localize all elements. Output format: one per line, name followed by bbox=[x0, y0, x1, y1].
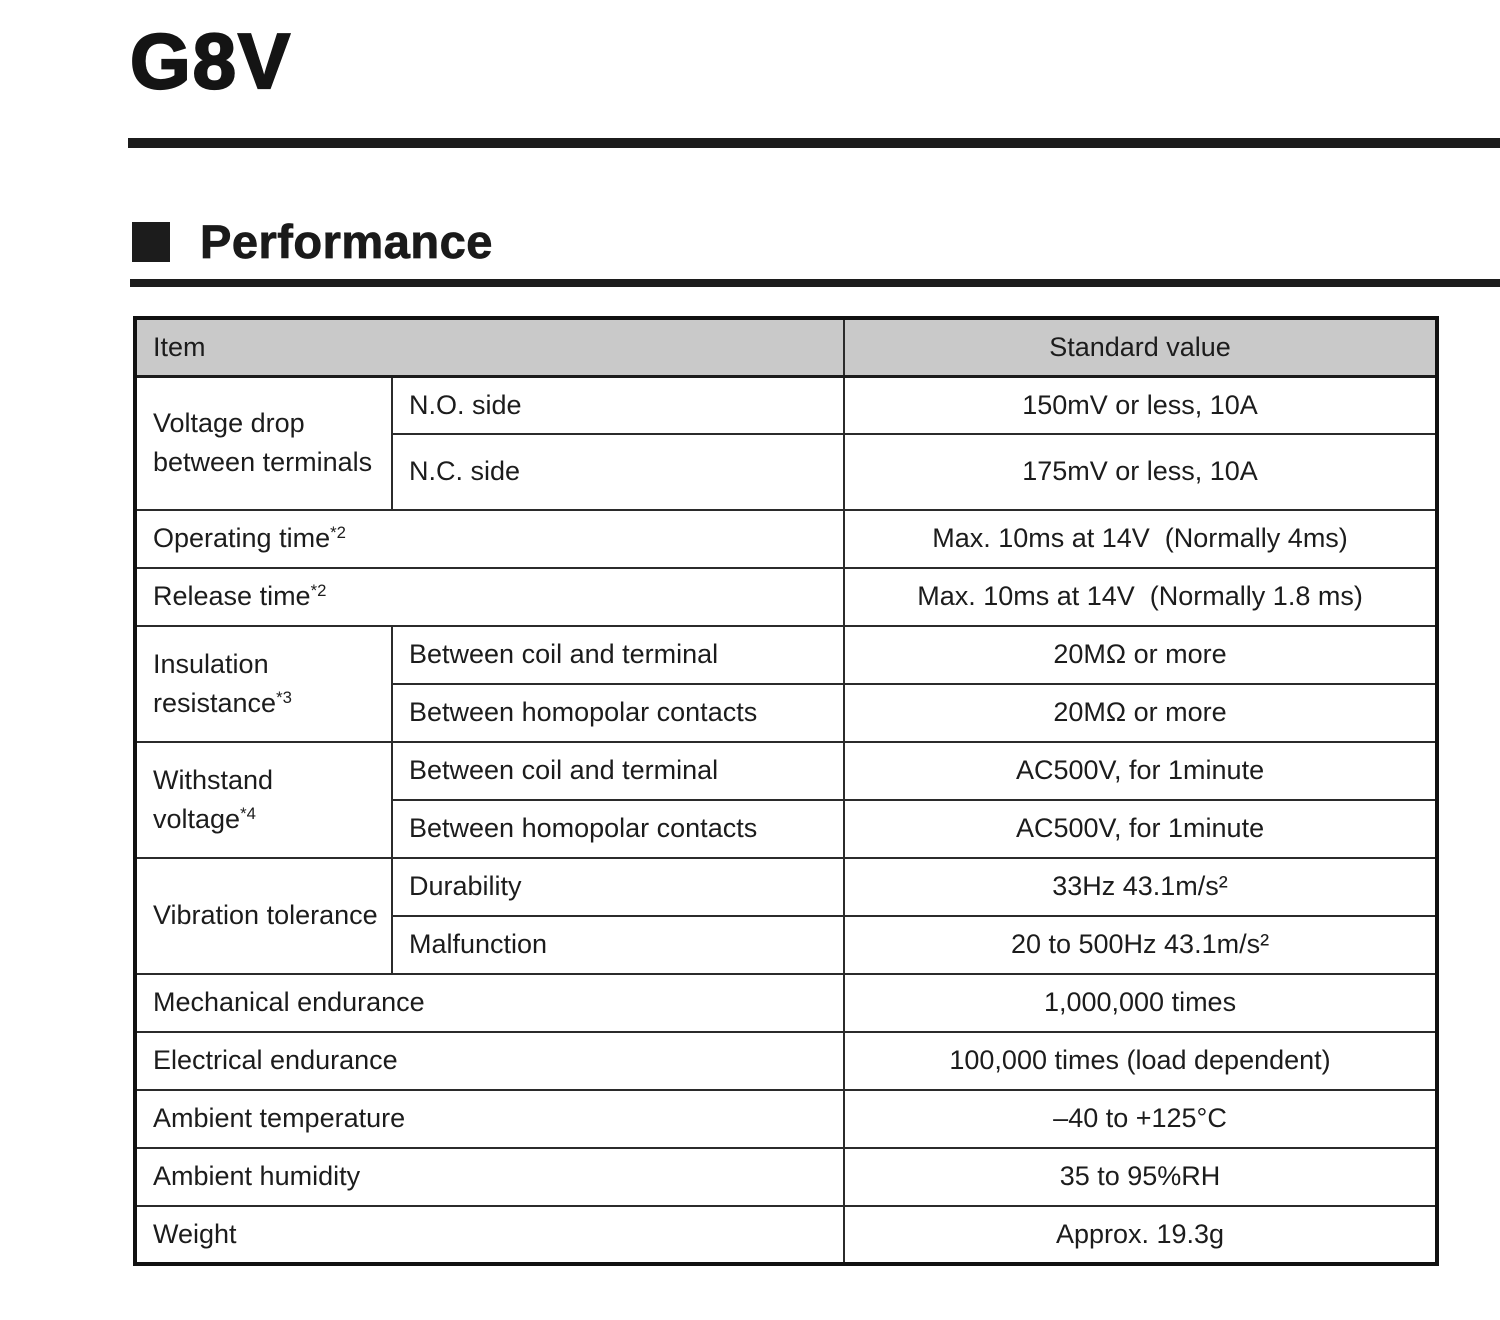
column-header-item: Item bbox=[135, 318, 844, 376]
value-cell-ambient-humidity: 35 to 95%RH bbox=[844, 1148, 1437, 1206]
item-label-insulation-resistance: Insulation resistance bbox=[153, 648, 277, 718]
table-row-voltage-drop-no bbox=[135, 376, 1437, 434]
sub-item-cell-ins-homopolar: Between homopolar contacts bbox=[392, 684, 844, 742]
item-cell-withstand-voltage bbox=[135, 742, 392, 858]
table-row-mechanical-endurance bbox=[135, 974, 1437, 1032]
item-cell-release-time bbox=[135, 568, 844, 626]
item-cell-insulation-resistance bbox=[135, 626, 392, 742]
value-cell-malfunction: 20 to 500Hz 43.1m/s² bbox=[844, 916, 1437, 974]
item-cell-weight: Weight bbox=[135, 1206, 844, 1264]
sub-item-cell-durability: Durability bbox=[392, 858, 844, 916]
table-header-row bbox=[135, 318, 1437, 376]
item-cell-electrical-endurance: Electrical endurance bbox=[135, 1032, 844, 1090]
sub-item-cell-wv-coil-terminal: Between coil and terminal bbox=[392, 742, 844, 800]
item-label-release-time: Release time bbox=[153, 581, 311, 612]
footnote-ref-3: *3 bbox=[276, 687, 292, 707]
value-cell-durability: 33Hz 43.1m/s² bbox=[844, 858, 1437, 916]
value-cell-no-side: 150mV or less, 10A bbox=[844, 376, 1437, 434]
item-cell-voltage-drop: Voltage drop between terminals bbox=[135, 376, 392, 510]
item-cell-mechanical-endurance: Mechanical endurance bbox=[135, 974, 844, 1032]
section-heading-label: Performance bbox=[200, 215, 493, 268]
item-cell-ambient-temperature: Ambient temperature bbox=[135, 1090, 844, 1148]
item-cell-operating-time bbox=[135, 510, 844, 568]
value-cell-wv-coil-terminal: AC500V, for 1minute bbox=[844, 742, 1437, 800]
section-heading bbox=[132, 214, 493, 269]
table-row-electrical-endurance bbox=[135, 1032, 1437, 1090]
title-divider-rule bbox=[128, 138, 1500, 148]
footnote-ref-4: *4 bbox=[240, 803, 256, 823]
footnote-ref-2: *2 bbox=[310, 581, 327, 601]
value-cell-electrical-endurance: 100,000 times (load dependent) bbox=[844, 1032, 1437, 1090]
value-cell-mechanical-endurance: 1,000,000 times bbox=[844, 974, 1437, 1032]
table-row-insulation-coil bbox=[135, 626, 1437, 684]
table-row-ambient-temperature bbox=[135, 1090, 1437, 1148]
section-divider-rule bbox=[130, 279, 1500, 287]
item-label-operating-time: Operating time bbox=[153, 523, 331, 554]
value-cell-ins-coil-terminal: 20MΩ or more bbox=[844, 626, 1437, 684]
footnote-ref-2: *2 bbox=[330, 523, 346, 543]
item-cell-ambient-humidity: Ambient humidity bbox=[135, 1148, 844, 1206]
section-square-icon bbox=[132, 222, 170, 262]
value-cell-operating-time: Max. 10ms at 14V (Normally 4ms) bbox=[844, 510, 1437, 568]
table-row-ambient-humidity bbox=[135, 1148, 1437, 1206]
table-row-release-time bbox=[135, 568, 1437, 626]
sub-item-cell-nc-side: N.C. side bbox=[392, 434, 844, 510]
table-row-operating-time bbox=[135, 510, 1437, 568]
sub-item-cell-no-side: N.O. side bbox=[392, 376, 844, 434]
sub-item-cell-malfunction: Malfunction bbox=[392, 916, 844, 974]
page-title: G8V bbox=[130, 17, 293, 105]
value-cell-release-time: Max. 10ms at 14V (Normally 1.8 ms) bbox=[844, 568, 1437, 626]
item-label-withstand-voltage: Withstand voltage bbox=[153, 764, 274, 834]
table-row-weight bbox=[135, 1206, 1437, 1264]
value-cell-wv-homopolar: AC500V, for 1minute bbox=[844, 800, 1437, 858]
value-cell-nc-side: 175mV or less, 10A bbox=[844, 434, 1437, 510]
value-cell-ins-homopolar: 20MΩ or more bbox=[844, 684, 1437, 742]
performance-table bbox=[133, 316, 1439, 1266]
sub-item-cell-ins-coil-terminal: Between coil and terminal bbox=[392, 626, 844, 684]
value-cell-ambient-temperature: –40 to +125°C bbox=[844, 1090, 1437, 1148]
table-row-withstand-coil bbox=[135, 742, 1437, 800]
table-row-vibration-durability bbox=[135, 858, 1437, 916]
item-cell-vibration-tolerance: Vibration tolerance bbox=[135, 858, 392, 974]
sub-item-cell-wv-homopolar: Between homopolar contacts bbox=[392, 800, 844, 858]
value-cell-weight: Approx. 19.3g bbox=[844, 1206, 1437, 1264]
column-header-standard-value: Standard value bbox=[844, 318, 1437, 376]
